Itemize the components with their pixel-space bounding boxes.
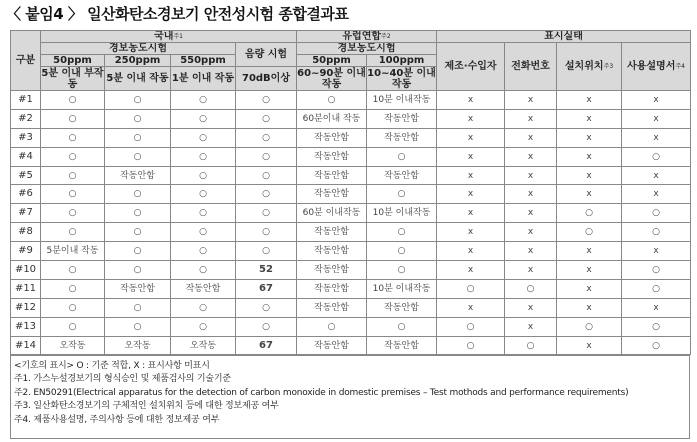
table-cell: x [557,242,622,261]
table-cell: ○ [41,128,105,147]
table-cell: 작동안함 [171,279,236,298]
table-cell: 오작동 [41,336,105,355]
table-cell: 작동안함 [297,223,367,242]
criterion-eu-100ppm: 10~40분 이내 작동 [367,67,436,90]
table-cell: ○ [236,204,297,223]
results-table [10,30,691,355]
table-cell: ○ [41,279,105,298]
table-cell: 작동안함 [297,261,367,280]
table-cell: ○ [622,279,691,298]
table-cell: ○ [557,204,622,223]
table-cell: x [505,261,557,280]
table-row [11,317,691,336]
header-eu: 유럽연합$^{주2}$ [297,31,437,43]
note-3: 주3. 일산화탄소경보기의 구체적인 설치위치 등에 대한 정보제공 여부 [14,401,279,412]
table-cell: ○ [297,91,367,110]
table-cell: ○ [297,317,367,336]
table-cell: x [622,166,691,185]
header-alarm-test: 경보농도시험 [41,43,236,55]
table-cell: ○ [171,128,236,147]
table-row [11,298,691,317]
table-cell: ○ [367,317,437,336]
table-cell: ○ [105,128,171,147]
table-row [11,166,691,185]
criterion-250ppm: 5분 이내 작동 [105,67,171,91]
table-row [11,261,691,280]
table-cell: ○ [171,242,236,261]
table-cell: ○ [622,261,691,280]
table-cell: ○ [236,242,297,261]
header-domestic: 국내$^{주1}$ [41,31,297,43]
header-display: 표시실태 [437,31,691,43]
table-cell: 작동안함 [297,242,367,261]
table-row [11,147,691,166]
criterion-550ppm: 1분 이내 작동 [171,67,236,91]
table-cell: 작동안함 [297,166,367,185]
table-cell: x [622,185,691,204]
table-cell: ○ [236,128,297,147]
table-row [11,223,691,242]
table-cell: ○ [236,91,297,110]
table-cell: ○ [236,166,297,185]
table-cell: x [437,223,505,242]
criterion-volume: 70dB이상 [236,67,297,91]
table-cell: 10분 이내작동 [367,204,437,223]
table-cell: ○ [236,298,297,317]
table-cell: 작동안함 [367,128,437,147]
table-cell: x [437,166,505,185]
table-cell: ○ [41,317,105,336]
table-cell: 작동안함 [297,336,367,355]
table-cell: x [505,298,557,317]
table-cell: x [505,128,557,147]
table-cell: x [557,109,622,128]
table-cell: ○ [437,279,505,298]
table-cell: 작동안함 [297,279,367,298]
table-row [11,185,691,204]
table-cell: x [505,91,557,110]
table-cell: x [437,128,505,147]
table-cell: ○ [557,223,622,242]
table-cell: 작동안함 [367,336,437,355]
table-cell: ○ [105,109,171,128]
table-cell: ○ [41,147,105,166]
row-id: #8 [11,223,41,242]
table-cell: ○ [105,298,171,317]
table-cell: ○ [171,261,236,280]
table-cell: ○ [105,204,171,223]
table-cell: x [505,204,557,223]
criterion-eu-50ppm: 60~90분 이내 작동 [297,67,366,90]
table-cell: ○ [557,317,622,336]
header-alarm-test-eu: 경보농도시험 [297,43,437,55]
table-cell: 작동안함 [367,166,437,185]
table-cell: ○ [171,147,236,166]
table-cell: x [622,298,691,317]
header-maker: 제조·수입자 [437,43,505,91]
table-cell: ○ [236,147,297,166]
table-cell: 작동안함 [297,128,367,147]
row-id: #9 [11,242,41,261]
row-id: #10 [11,261,41,280]
table-cell: ○ [367,147,437,166]
table-cell: ○ [171,166,236,185]
table-cell: x [557,279,622,298]
table-cell: 60분 이내작동 [297,204,367,223]
table-cell: ○ [41,204,105,223]
table-cell: ○ [41,166,105,185]
row-id: #2 [11,109,41,128]
header-location: 설치위치$^{주3}$ [557,43,622,91]
table-cell: ○ [41,298,105,317]
table-row [11,128,691,147]
table-cell: x [437,109,505,128]
table-cell: x [557,298,622,317]
header-gubun: 구분 [11,31,41,91]
header-50ppm: 50ppm [41,55,105,67]
table-cell: ○ [367,185,437,204]
table-cell: ○ [171,185,236,204]
legend-notes [10,355,690,439]
table-cell: ○ [367,261,437,280]
header-550ppm: 550ppm [171,55,236,67]
table-cell: 작동안함 [367,298,437,317]
table-cell: ○ [437,317,505,336]
table-row [11,91,691,110]
table-cell: x [505,109,557,128]
page-title: 〈 붙임4 〉 일산화탄소경보기 안전성시험 종합결과표 [6,5,349,23]
row-id: #12 [11,298,41,317]
row-id: #1 [11,91,41,110]
table-cell: ○ [367,223,437,242]
criterion-50ppm: 5분 이내 부작동 [41,67,104,90]
note-2: 주2. EN50291(Electrical apparatus for the detection of carbon monoxide in domestic premises – Test mothods and performance requirements) [14,387,629,398]
table-cell: 작동안함 [367,109,437,128]
table-cell: x [505,147,557,166]
table-cell: x [437,242,505,261]
table-cell: ○ [41,261,105,280]
table-cell: 67 [236,279,297,298]
note-4: 주4. 제품사용설명, 주의사항 등에 대한 정보제공 여부 [14,414,220,425]
table-cell: ○ [105,242,171,261]
table-cell: x [437,91,505,110]
table-cell: ○ [171,298,236,317]
table-cell: ○ [41,109,105,128]
note-1: 주1. 가스누설경보기의 형식승인 및 제품검사의 기술기준 [14,374,231,385]
table-cell: 52 [236,261,297,280]
row-id: #13 [11,317,41,336]
table-cell: x [505,166,557,185]
table-cell: x [505,317,557,336]
row-id: #5 [11,166,41,185]
table-cell: 오작동 [105,336,171,355]
table-cell: x [622,109,691,128]
row-id: #4 [11,147,41,166]
row-id: #7 [11,204,41,223]
header-manual: 사용설명서$^{주4}$ [622,43,691,91]
table-cell: ○ [437,336,505,355]
table-cell: x [505,242,557,261]
row-id: #3 [11,128,41,147]
table-cell: ○ [236,223,297,242]
table-cell: ○ [171,91,236,110]
table-cell: x [557,91,622,110]
table-cell: 작동안함 [105,279,171,298]
header-250ppm: 250ppm [105,55,171,67]
table-cell: x [557,261,622,280]
table-cell: x [557,166,622,185]
table-cell: ○ [41,91,105,110]
table-cell: x [557,128,622,147]
row-id: #6 [11,185,41,204]
table-cell: x [557,185,622,204]
table-cell: ○ [105,147,171,166]
table-cell: ○ [236,185,297,204]
table-row [11,336,691,355]
row-id: #11 [11,279,41,298]
table-row [11,242,691,261]
table-row [11,109,691,128]
table-cell: 오작동 [171,336,236,355]
table-cell: ○ [622,336,691,355]
row-id: #14 [11,336,41,355]
table-cell: ○ [236,317,297,336]
table-cell: x [437,147,505,166]
table-cell: 5분이내 작동 [41,242,105,261]
header-phone: 전화번호 [505,43,557,91]
table-cell: ○ [236,109,297,128]
table-cell: ○ [171,109,236,128]
table-cell: x [557,147,622,166]
table-cell: ○ [171,223,236,242]
table-cell: 작동안함 [105,166,171,185]
table-cell: ○ [171,204,236,223]
table-cell: ○ [171,317,236,336]
table-cell: x [437,185,505,204]
table-cell: 작동안함 [297,147,367,166]
table-cell: 10분 이내작동 [367,279,437,298]
table-cell: x [437,298,505,317]
table-cell: ○ [41,185,105,204]
header-eu-50ppm: 50ppm [297,55,367,67]
table-row [11,279,691,298]
table-cell: ○ [105,91,171,110]
table-cell: ○ [505,279,557,298]
table-cell: ○ [367,242,437,261]
header-eu-100ppm: 100ppm [367,55,437,67]
table-cell: 10분 이내작동 [367,91,437,110]
table-cell: ○ [622,223,691,242]
table-cell: 작동안함 [297,185,367,204]
table-cell: ○ [105,223,171,242]
table-cell: ○ [41,223,105,242]
table-cell: ○ [105,317,171,336]
table-cell: ○ [622,147,691,166]
table-cell: x [437,204,505,223]
note-symbols: <기호의 표시> O : 기준 적합, X : 표시사항 미표시 [14,361,210,371]
table-row [11,204,691,223]
table-cell: ○ [622,317,691,336]
table-cell: ○ [622,204,691,223]
table-cell: 작동안함 [297,298,367,317]
table-cell: x [437,261,505,280]
table-cell: x [505,185,557,204]
header-volume-test: 음량 시험 [236,43,297,67]
table-cell: ○ [105,261,171,280]
table-cell: x [622,242,691,261]
table-cell: ○ [505,336,557,355]
table-cell: x [622,91,691,110]
table-cell: x [557,336,622,355]
table-cell: x [622,128,691,147]
table-cell: ○ [105,185,171,204]
table-cell: x [505,223,557,242]
table-cell: 60분이내 작동 [297,109,367,128]
table-cell: 67 [236,336,297,355]
